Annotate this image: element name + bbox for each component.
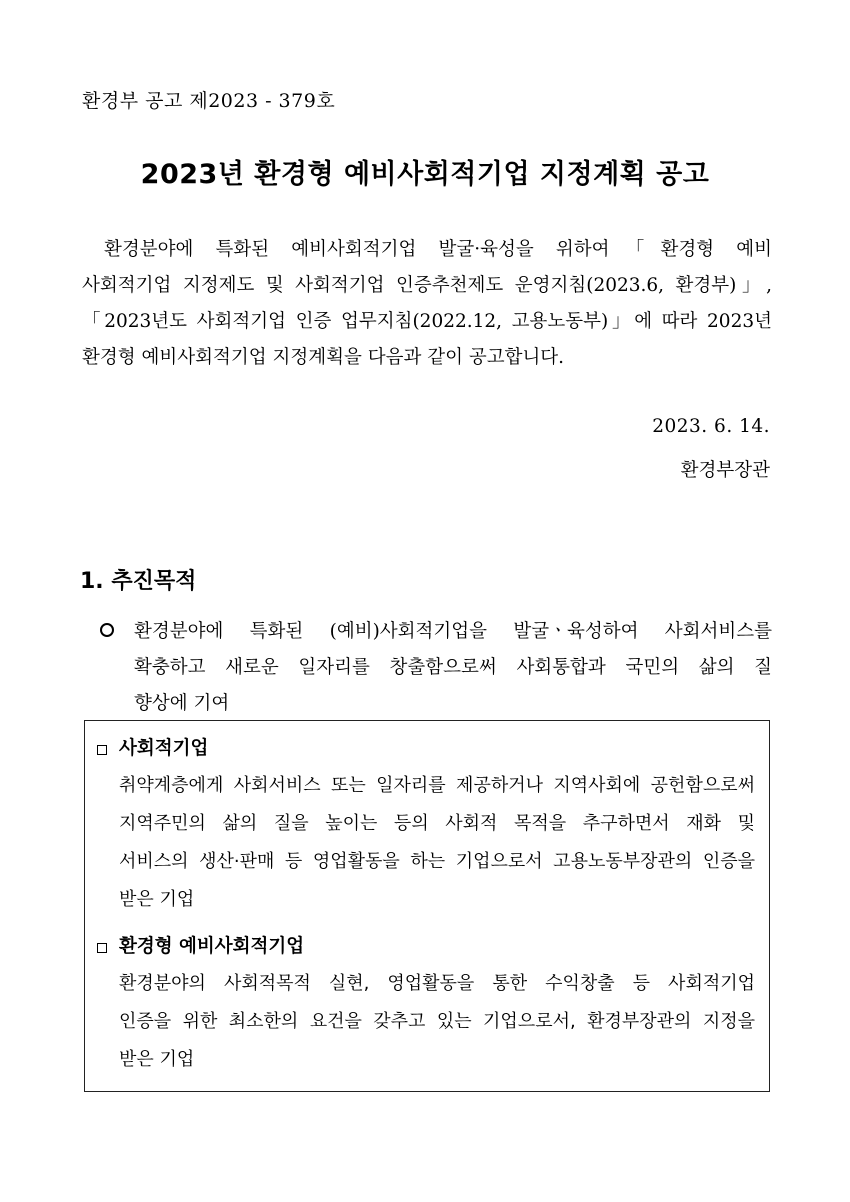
notice-number: 환경부 공고 제2023 - 379호 [82,90,336,112]
definition-box [84,720,770,1092]
definition-line: 받은 기업 [119,1049,195,1070]
bullet-line: 확충하고 새로운 일자리를 창출함으로써 사회통합과 국민의 삶의 질 [134,657,772,678]
definition-line: 서비스의 생산·판매 등 영업활동을 하는 기업으로서 고용노동부장관의 인증을 [119,851,755,872]
document-title: 2023년 환경형 예비사회적기업 지정계획 공고 [140,159,710,190]
section-heading: 1. 추진목적 [80,569,197,594]
purpose-bullet [100,614,772,722]
square-bullet-icon [97,943,107,953]
definition-line: 받은 기업 [119,889,195,910]
intro-line: 사회적기업 지정제도 및 사회적기업 인증추천제도 운영지침(2023.6, 환경부)」, [82,275,772,296]
intro-line: 「2023년도 사회적기업 인증 업무지침(2022.12, 고용노동부)」에 따라 2023년 [82,311,772,332]
definition-line: 지역주민의 삶의 질을 높이는 등의 사회적 목적을 추구하면서 재화 및 [119,813,755,834]
definition-pre-social-enterprise [95,931,755,1079]
definition-body [119,767,755,919]
circle-bullet-icon [100,623,114,637]
bullet-line: 향상에 기여 [134,693,230,714]
bullet-text [134,614,772,722]
intro-line: 환경분야에 특화된 예비사회적기업 발굴·육성을 위하여「환경형 예비 [104,239,772,260]
intro-paragraph [82,232,772,376]
definition-line: 인증을 위한 최소한의 요건을 갖추고 있는 기업으로서, 환경부장관의 지정을 [119,1011,755,1032]
bullet-line: 환경분야에 특화된 (예비)사회적기업을 발굴ㆍ육성하여 사회서비스를 [134,621,772,642]
definition-title: 사회적기업 [119,738,209,759]
issuer-name: 환경부장관 [680,460,770,481]
definition-title-row [95,931,755,963]
definition-title-row [95,733,755,765]
definition-line: 환경분야의 사회적목적 실현, 영업활동을 통한 수익창출 등 사회적기업 [119,973,755,994]
intro-line: 환경형 예비사회적기업 지정계획을 다음과 같이 공고합니다. [82,347,565,368]
definition-social-enterprise [95,733,755,919]
announcement-date: 2023. 6. 14. [652,416,770,437]
definition-line: 취약계층에게 사회서비스 또는 일자리를 제공하거나 지역사회에 공헌함으로써 [119,775,755,796]
definition-body [119,965,755,1079]
square-bullet-icon [97,745,107,755]
definition-title: 환경형 예비사회적기업 [119,936,305,957]
